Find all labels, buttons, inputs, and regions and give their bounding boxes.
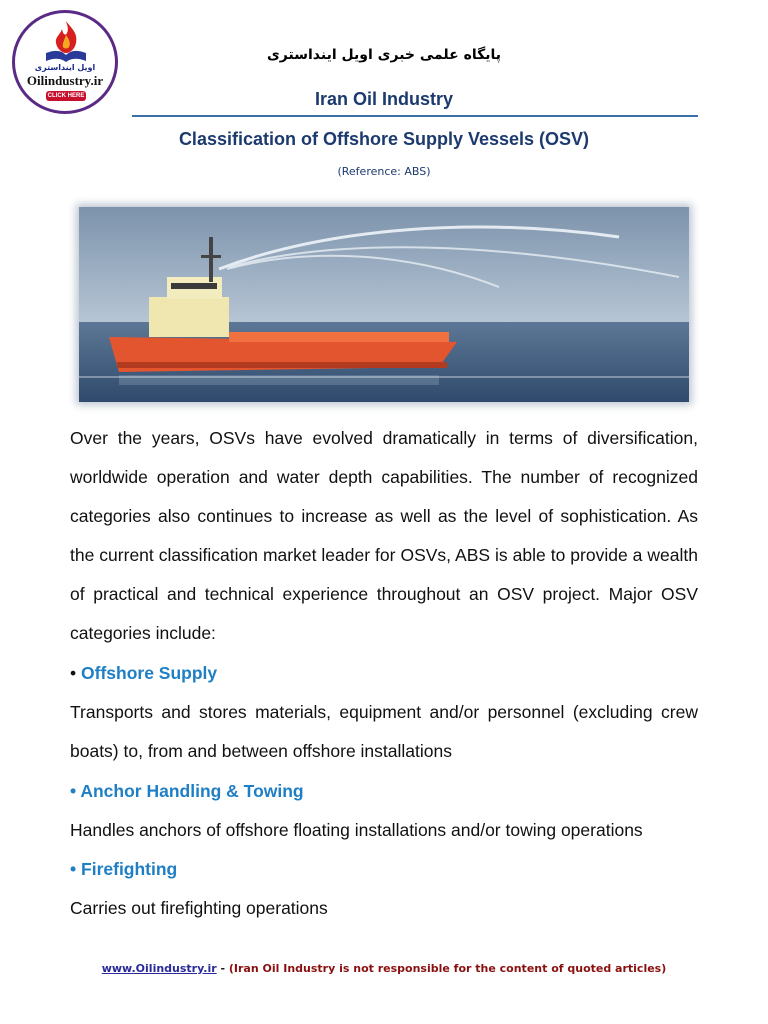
category-offshore-supply xyxy=(70,663,217,684)
logo-persian-text: اویل اینداستری xyxy=(34,63,96,72)
flame-book-icon xyxy=(42,19,90,63)
header-divider xyxy=(132,115,698,117)
category-description: Handles anchors of offshore floating installations and/or towing operations xyxy=(70,820,643,840)
category-description: Carries out firefighting operations xyxy=(70,898,328,918)
article-title: Classification of Offshore Supply Vessels (OSV) xyxy=(178,129,590,149)
category-anchor-handling xyxy=(70,781,304,802)
site-logo[interactable] xyxy=(12,10,118,114)
footer-separator: - xyxy=(216,962,229,975)
category-name: Anchor Handling & Towing xyxy=(80,781,304,801)
bullet-icon: • xyxy=(70,859,77,879)
category-description: Transports and stores materials, equipment and/or personnel (excluding crew boats) to, from and between offshore installations xyxy=(70,702,698,762)
logo-domain: Oilindustry.ir xyxy=(26,73,104,88)
article-reference: (Reference: ABS) xyxy=(337,165,431,178)
bullet-icon: • xyxy=(70,781,77,801)
footer-disclaimer: (Iran Oil Industry is not responsible for the content of quoted articles) xyxy=(228,962,667,975)
english-site-title: Iran Oil Industry xyxy=(314,89,454,109)
persian-site-title: پایگاه علمی خبری اویل اینداستری xyxy=(266,47,502,63)
footer-site-link[interactable]: www.Oilindustry.ir xyxy=(101,962,217,975)
category-name: Firefighting xyxy=(81,859,178,879)
intro-paragraph: Over the years, OSVs have evolved dramatically in terms of diversification, worldwide operation and water depth capabilities. The number of recognized categories also continues to increase as well as the level of sophistication. As the current classification market leader for OSVs, ABS is able to provide a wealth of practical and technical experience throughout an OSV project. Major OSV categories include: xyxy=(70,428,698,644)
category-name: Offshore Supply xyxy=(81,663,218,683)
category-firefighting xyxy=(70,859,177,880)
page-footer xyxy=(0,962,768,975)
click-here-button[interactable]: CLICK HERE xyxy=(47,93,85,99)
osv-ship-photo xyxy=(79,207,689,402)
bullet-icon: • xyxy=(70,663,77,683)
